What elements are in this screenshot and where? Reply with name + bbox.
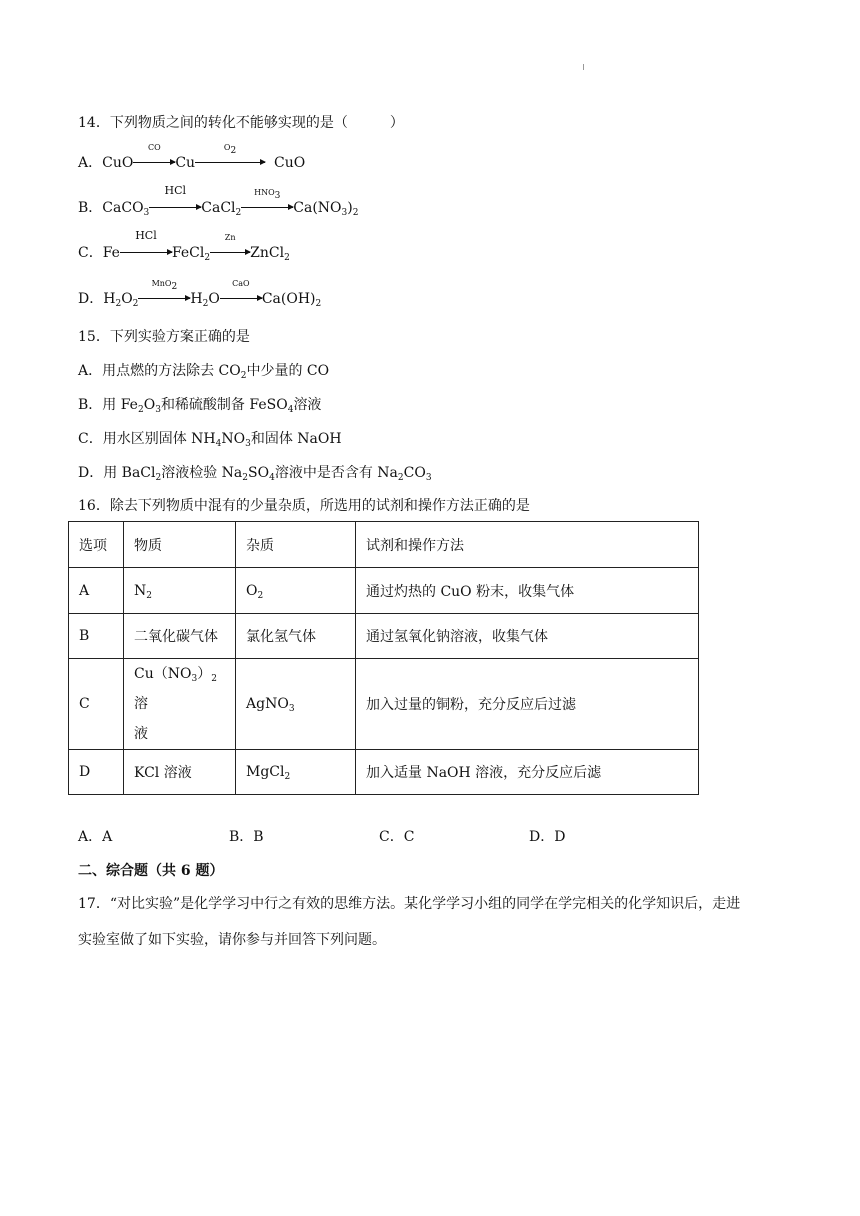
page-mark (583, 64, 584, 70)
q15-option-b: B．用 $Fe_2O_3$和稀硫酸制备 FeSO$_4$溶液 (78, 397, 322, 415)
table-cell: $N_2$ (124, 568, 236, 614)
reaction-arrow: CO (133, 155, 175, 171)
table-cell: 氯化氢气体 (236, 614, 356, 659)
reaction-arrow: $O_2$ (195, 155, 265, 171)
table-header: 物质 (124, 522, 236, 568)
table-cell: D (69, 750, 124, 795)
table-header: 选项 (69, 522, 124, 568)
q16-table (68, 521, 699, 795)
table-cell: $O_2$ (236, 568, 356, 614)
reaction-arrow: $HNO_3$ (241, 200, 293, 216)
table-header: 试剂和操作方法 (356, 522, 699, 568)
table-row (69, 614, 699, 659)
reaction-arrow: Zn (210, 245, 250, 261)
q14-option-c: C．Fe HCl FeCl$_2$ Zn ZnCl$_2$ (78, 229, 290, 263)
reaction-arrow: HCl (149, 200, 201, 216)
q14-stem: 14．下列物质之间的转化不能够实现的是（ ） (78, 115, 404, 131)
q16-choice-c: C．C (379, 829, 415, 845)
q16-choice-b: B．B (229, 829, 264, 845)
table-cell: AgNO$_3$ (236, 659, 356, 750)
table-cell: 通过灼热的 CuO 粉末，收集气体 (356, 568, 699, 614)
q15-option-d: D．用 BaCl$_2$溶液检验 $Na_2SO_4$溶液中是否含有 $Na_2CO_3$ (78, 465, 432, 483)
table-cell: KCl 溶液 (124, 750, 236, 795)
table-cell: B (69, 614, 124, 659)
q17-line-1: 17．“对比实验”是化学学习中行之有效的思维方法。某化学学习小组的同学在学完相关的化学知识后，走进 (78, 896, 741, 912)
table-cell: A (69, 568, 124, 614)
reaction-arrow: CaO (220, 291, 262, 307)
table-cell: 加入适量 NaOH 溶液，充分反应后滤 (356, 750, 699, 795)
q16-choice-d: D．D (529, 829, 566, 845)
q17-line-2: 实验室做了如下实验，请你参与并回答下列问题。 (78, 932, 386, 948)
q14-option-d: D．$H_2O_2$ MnO$_2$ $H_2O$ CaO $Ca(OH)_2$ (78, 279, 322, 309)
table-cell: 二氧化碳气体 (124, 614, 236, 659)
table-cell: $Cu(NO_3)_2$溶 液 (124, 659, 236, 750)
table-cell: 通过氢氧化钠溶液，收集气体 (356, 614, 699, 659)
reaction-arrow: MnO$_2$ (138, 291, 190, 307)
q15-option-a: A．用点燃的方法除去 $CO_2$中少量的 CO (78, 363, 330, 381)
table-cell: MgCl$_2$ (236, 750, 356, 795)
q16-stem: 16．除去下列物质中混有的少量杂质，所选用的试剂和操作方法正确的是 (78, 498, 530, 514)
table-header-row (69, 522, 699, 568)
table-row (69, 750, 699, 795)
table-cell: 加入过量的铜粉，充分反应后过滤 (356, 659, 699, 750)
table-cell: C (69, 659, 124, 750)
table-header: 杂质 (236, 522, 356, 568)
reaction-arrow: HCl (120, 245, 172, 261)
section-heading: 二、综合题（共 6 题） (78, 863, 224, 879)
table-row (69, 568, 699, 614)
q14-option-b: B．CaCO$_3$ HCl CaCl$_2$ $HNO_3$ $Ca(NO_3)_2$ (78, 184, 359, 218)
q15-option-c: C．用水区别固体 $NH_4NO_3$和固体 NaOH (78, 431, 342, 449)
q16-choice-a: A．A (78, 829, 113, 845)
q14-option-a: A．CuO CO Cu $O_2$ CuO (78, 143, 306, 171)
q15-stem: 15．下列实验方案正确的是 (78, 329, 250, 345)
table-row (69, 659, 699, 750)
